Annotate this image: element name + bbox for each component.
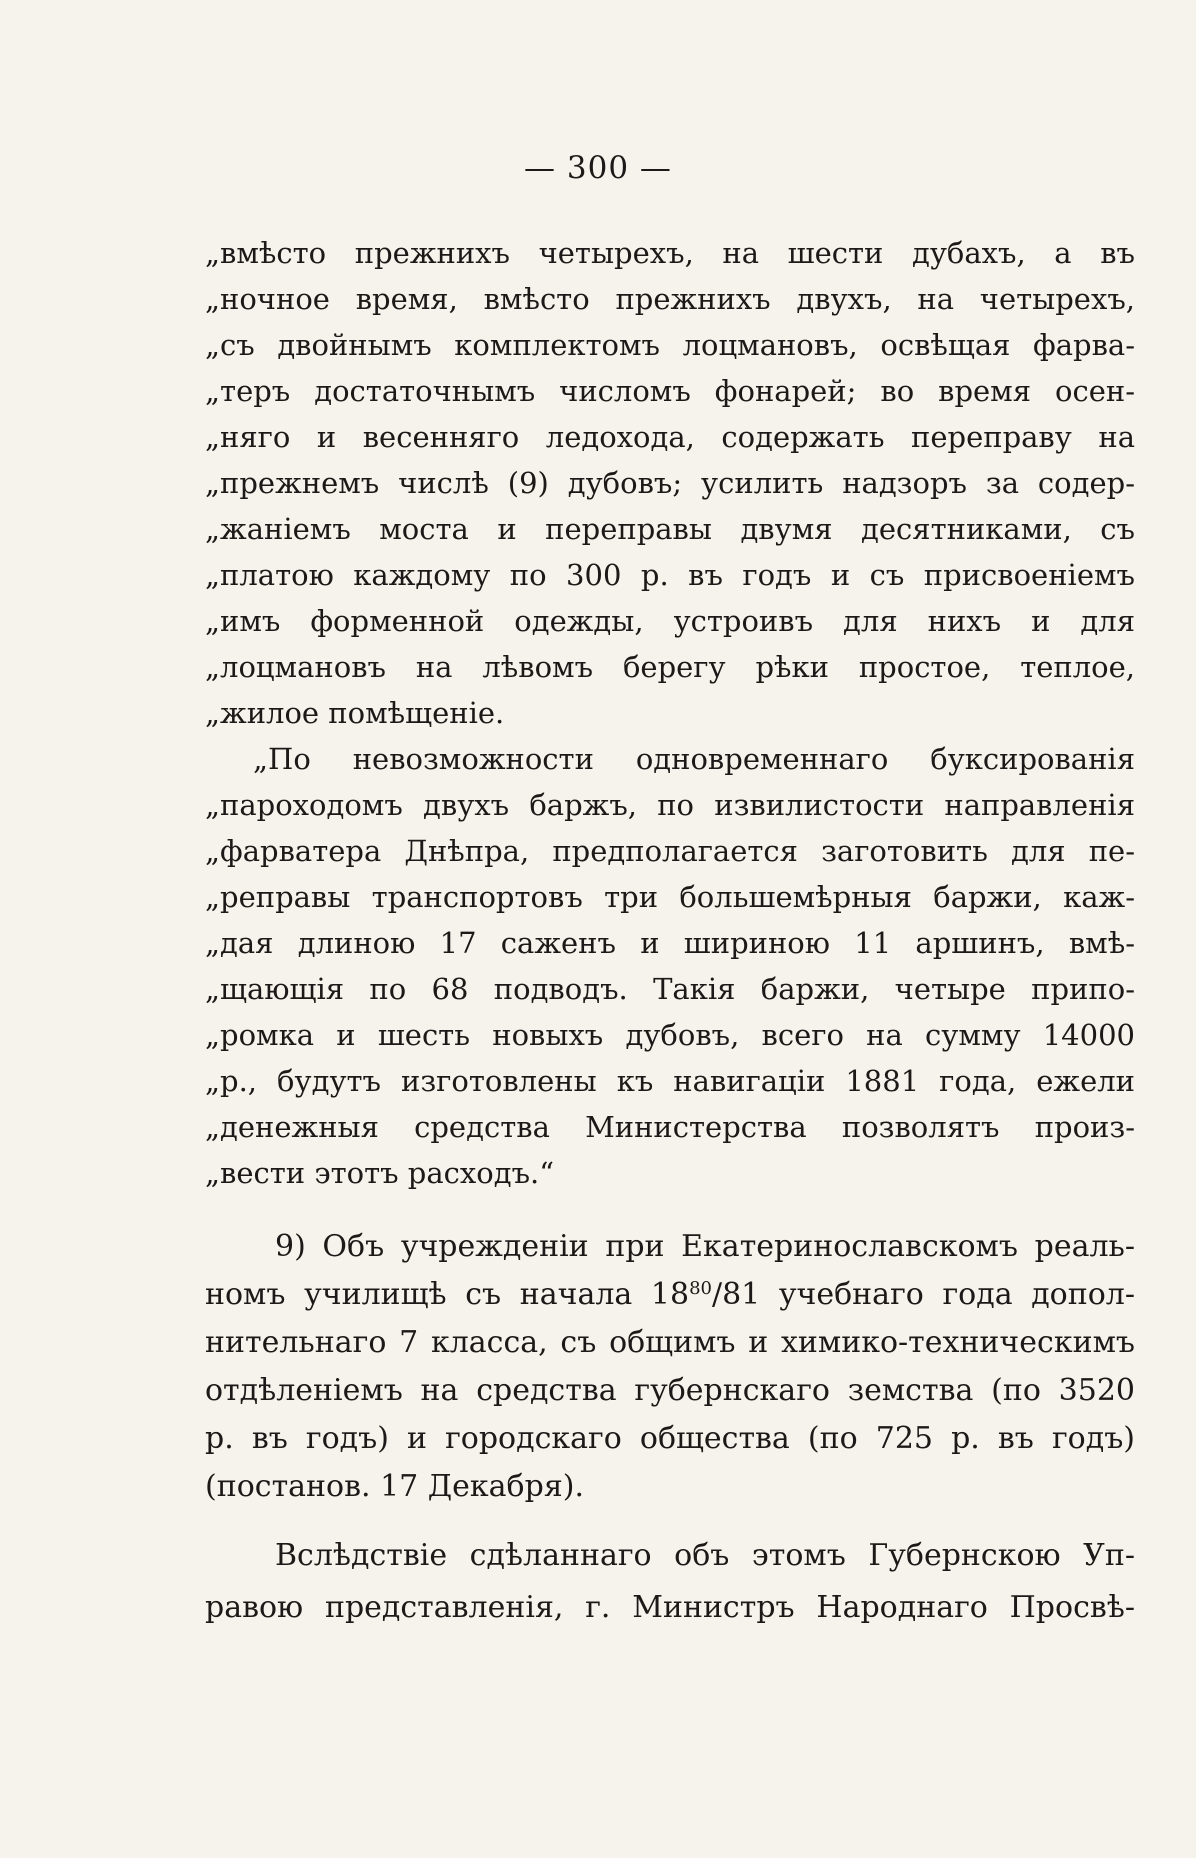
superscript-year: 80	[689, 1278, 712, 1299]
quote-line: „фарватера Днѣпра, предполагается заготовить для пе-	[205, 834, 1135, 868]
quote-line: „р., будутъ изготовлены къ навигаціи 1881 года, ежели	[205, 1064, 1135, 1098]
paragraph-final	[205, 1530, 1135, 1634]
paragraph-line: равою представленія, г. Министръ Народнаго Просвѣ-	[205, 1590, 1135, 1625]
paragraph-text: /81 учебнаго года допол-	[711, 1277, 1135, 1312]
quote-line: „платою каждому по 300 р. въ годъ и съ присвоеніемъ	[205, 558, 1135, 592]
paragraph-line: Вслѣдствіе сдѣланнаго объ этомъ Губернскою Уп-	[275, 1538, 1135, 1573]
paragraph-9	[205, 1223, 1135, 1511]
quote-line: „По невозможности одновременнаго буксированія	[253, 742, 1135, 776]
paragraph-text: номъ училищѣ съ начала 18	[205, 1277, 690, 1312]
quote-line: „имъ форменной одежды, устроивъ для нихъ и для	[205, 604, 1135, 638]
quote-line: „ночное время, вмѣсто прежнихъ двухъ, на четырехъ,	[205, 282, 1135, 316]
quote-line: „пароходомъ двухъ баржъ, по извилистости направленія	[205, 788, 1135, 822]
page-number: — 300 —	[524, 150, 672, 186]
quote-line: „теръ достаточнымъ числомъ фонарей; во время осен-	[205, 374, 1135, 408]
quoted-text-block	[205, 230, 1135, 1196]
quote-line: „денежныя средства Министерства позволятъ произ-	[205, 1110, 1135, 1144]
quote-line: „щающія по 68 подводъ. Такія баржи, четыре припо-	[205, 972, 1135, 1006]
quote-line: „жаніемъ моста и переправы двумя десятниками, съ	[205, 512, 1135, 546]
quote-line: „лоцмановъ на лѣвомъ берегу рѣки простое, теплое,	[205, 650, 1135, 684]
paragraph-line: 9) Объ учрежденіи при Екатеринославскомъ реаль-	[275, 1229, 1135, 1264]
quote-line: „реправы транспортовъ три большемѣрныя баржи, каж-	[205, 880, 1135, 914]
paragraph-line: р. въ годъ) и городскаго общества (по 725 р. въ годъ)	[205, 1421, 1135, 1456]
quote-line: „дая длиною 17 саженъ и шириною 11 аршинъ, вмѣ-	[205, 926, 1135, 960]
quote-line: „прежнемъ числѣ (9) дубовъ; усилить надзоръ за содер-	[205, 466, 1135, 500]
quote-line: „съ двойнымъ комплектомъ лоцмановъ, освѣщая фарва-	[205, 328, 1135, 362]
quote-line: „вести этотъ расходъ.“	[205, 1156, 555, 1190]
paragraph-line: отдѣленіемъ на средства губернскаго земства (по 3520	[205, 1373, 1135, 1408]
quote-line: „няго и весенняго ледохода, содержать переправу на	[205, 420, 1135, 454]
paragraph-line: (постанов. 17 Декабря).	[205, 1469, 584, 1504]
quote-line: „ромка и шесть новыхъ дубовъ, всего на сумму 14000	[205, 1018, 1135, 1052]
paragraph-line: нительнаго 7 класса, съ общимъ и химико-техническимъ	[205, 1325, 1135, 1360]
quote-line: „жилое помѣщеніе.	[205, 696, 505, 730]
paragraph-line	[205, 1271, 1135, 1319]
quote-line: „вмѣсто прежнихъ четырехъ, на шести дубахъ, а въ	[205, 236, 1135, 270]
